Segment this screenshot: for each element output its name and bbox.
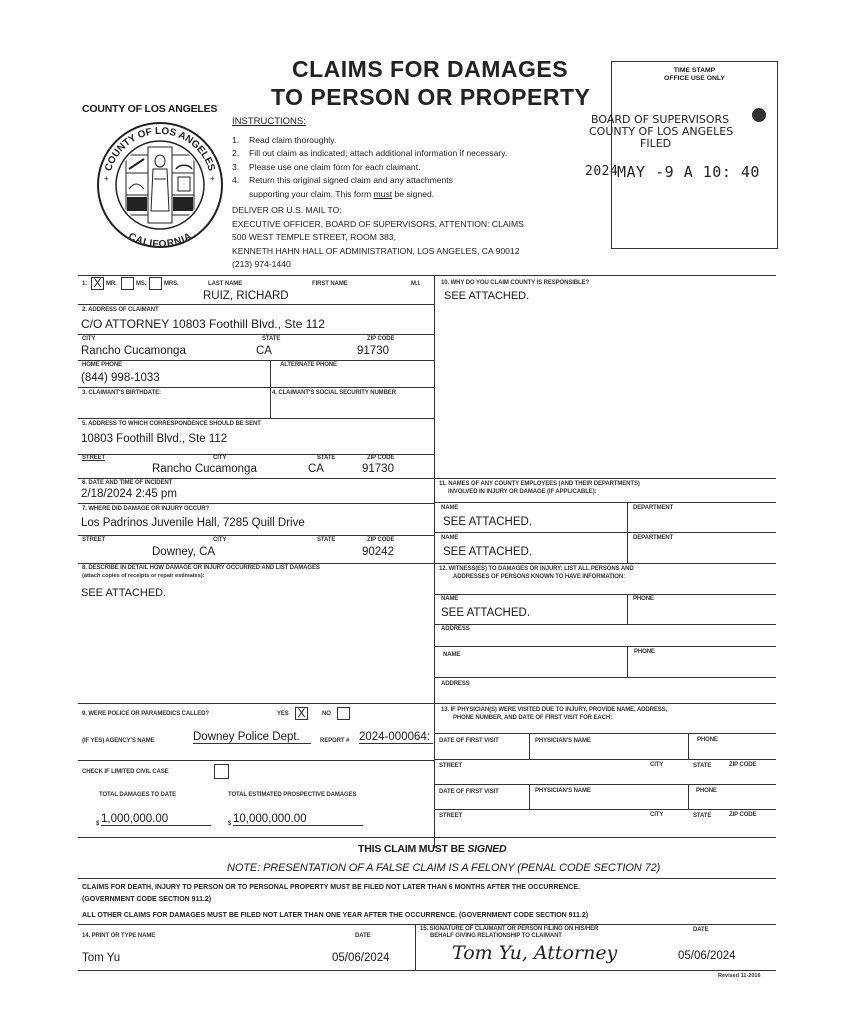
zip-label: ZIP CODE [367,336,395,342]
limited-civil-case-checkbox[interactable] [214,764,229,779]
incident-datetime-label: 6. DATE AND TIME OF INCIDENT [82,480,173,486]
county-seal-logo [96,121,224,249]
mail-address-line: KENNETH HAHN HALL OF ADMINISTRATION, LOS ANGELES, CA 90012 [232,245,520,256]
print-name-field[interactable]: Tom Yu [82,952,121,964]
street-label: STREET [82,455,106,461]
witness-address-label: ADDRESS [441,681,470,687]
section1-number: 1. [82,281,87,287]
witness-phone-label: PHONE [634,649,655,655]
ssn-label: 4. CLAIMANT'S SOCIAL SECURITY NUMBER [272,390,396,396]
must-sign-notice: THIS CLAIM MUST BE SIGNED [358,843,507,855]
six-month-deadline-notice: CLAIMS FOR DEATH, INJURY TO PERSON OR TO PERSONAL PROPERTY MUST BE FILED NOT LATER THAN 6 MONTHS AFTER THE OCCURRENCE. [82,884,580,891]
agency-name-field[interactable]: Downey Police Dept. [193,731,311,744]
first-name-label: FIRST NAME [312,281,348,287]
print-date-field[interactable]: 05/06/2024 [332,952,390,964]
signature-label-cont: BEHALF GIVING RELATIONSHIP TO CLAIMANT [430,933,562,939]
stamp-subheading: OFFICE USE ONLY [664,75,725,82]
currency-symbol: $ [228,821,232,827]
no-label: NO [322,711,331,717]
form-title-line1: CLAIMS FOR DAMAGES [292,56,569,82]
witnesses-label: 12. WITNESS(ES) TO DAMAGES OR INJURY: LIST ALL PERSONS AND [439,566,634,572]
county-responsible-field[interactable]: SEE ATTACHED. [444,290,530,302]
city-label: CITY [82,336,96,342]
witness-phone-label: PHONE [633,596,654,602]
city-label: CITY [213,455,227,461]
physician-label: 13. IF PHYSICIAN(S) WERE VISITED DUE TO INJURY, PROVIDE NAME, ADDRESS, [441,707,668,713]
total-damages-field[interactable]: 1,000,000.00 [101,813,211,826]
physician-name-label: PHYSICIAN'S NAME [535,738,591,744]
instruction-item: 2. Fill out claim as indicated; attach additional information if necessary. [232,148,508,158]
police-no-checkbox[interactable] [337,707,350,720]
total-damages-label: TOTAL DAMAGES TO DATE [99,792,177,798]
mail-address-line: 500 WEST TEMPLE STREET, ROOM 383, [232,232,396,242]
state-label: STATE [317,537,336,543]
employee-name-field[interactable]: SEE ATTACHED. [443,516,533,528]
physician-name-label: PHYSICIAN'S NAME [535,788,591,794]
birthdate-label: 3. CLAIMANT'S BIRTHDATE: [82,390,161,396]
signature-label: 15. SIGNATURE OF CLAIMANT OR PERSON FILING ON HIS/HER [420,926,599,932]
claimant-name-field[interactable]: RUIZ, RICHARD [203,290,289,302]
prospective-damages-field[interactable]: 10,000,000.00 [233,813,363,826]
correspondence-city-field[interactable]: Rancho Cucamonga [152,463,257,475]
incident-location-label: 7. WHERE DID DAMAGE OR INJURY OCCUR? [82,506,210,512]
one-year-deadline-notice: ALL OTHER CLAIMS FOR DAMAGES MUST BE FILED NOT LATER THAN ONE YEAR AFTER THE OCCURRENCE. (GOVERNMENT CODE SECTION 911.2) [82,912,589,919]
deliver-label: DELIVER OR U.S. MAIL TO: [232,205,342,215]
county-name: COUNTY OF LOS ANGELES [82,103,218,115]
signature-date-field[interactable]: 05/06/2024 [678,950,736,962]
instructions-block [232,115,592,272]
seal-text-bottom: CALIFORNIA [126,231,194,249]
county-employees-label-cont: INVOLVED IN INJURY OR DAMAGE (IF APPLICABLE): [448,489,597,495]
svg-text:CALIFORNIA [126,231,194,249]
correspondence-address-label: 5. ADDRESS TO WHICH CORRESPONDENCE SHOULD BE SENT [82,421,261,427]
police-called-label: 9. WERE POLICE OR PARAMEDICS CALLED? [82,711,209,717]
instruction-item: 4. Return this original signed claim and any attachments [232,175,453,185]
state-label: STATE [262,336,281,342]
svg-text:+: + [210,174,215,183]
physician-phone-label: PHONE [697,737,718,743]
alternate-phone-label: ALTERNATE PHONE [280,362,337,368]
correspondence-zip-field[interactable]: 91730 [362,463,394,475]
incident-city-field[interactable]: Downey, CA [152,546,216,558]
physician-city-label: CITY [650,812,664,818]
six-month-deadline-code: (GOVERNMENT CODE SECTION 911.2) [82,896,212,903]
damage-description-field[interactable]: SEE ATTACHED. [81,587,167,599]
limited-civil-case-label: CHECK IF LIMITED CIVIL CASE [82,769,169,775]
incident-datetime-field[interactable]: 2/18/2024 2:45 pm [81,488,177,500]
physician-state-label: STATE [693,763,712,769]
yes-label: YES [277,711,289,717]
currency-symbol: $ [96,821,100,827]
employee-dept-label: DEPARTMENT [633,535,674,541]
witness-name-label: NAME [443,652,461,658]
home-phone-field[interactable]: (844) 998-1033 [81,372,160,384]
physician-zip-label: ZIP CODE [729,812,757,818]
police-yes-checkbox[interactable]: X [295,707,308,720]
filed-stamp-year: 2024 [585,164,619,179]
zip-label: ZIP CODE [367,537,395,543]
false-claim-felony-note: NOTE: PRESENTATION OF A FALSE CLAIM IS A FELONY (PENAL CODE SECTION 72) [227,862,661,874]
zip-label: ZIP CODE [367,455,395,461]
instruction-item: 1. Read claim thoroughly. [232,134,337,145]
first-visit-date-label: DATE OF FIRST VISIT [439,738,499,744]
ms-checkbox[interactable] [121,277,134,290]
mrs-checkbox[interactable] [149,277,162,290]
mr-checkbox[interactable]: X [91,277,104,290]
correspondence-state-field[interactable]: CA [308,463,324,475]
stamp-heading: TIME STAMP [673,67,716,74]
filed-stamp-line2: COUNTY OF LOS ANGELES [589,125,734,138]
physician-street-label: STREET [439,813,463,819]
claimant-city-field[interactable]: Rancho Cucamonga [81,345,186,357]
report-number-field[interactable]: 2024-000064: [359,731,433,744]
mrs-label: MRS. [164,281,179,287]
county-employees-label: 11. NAMES OF ANY COUNTY EMPLOYEES (AND THEIR DEPARTMENTS) [439,481,640,487]
report-number-label: REPORT # [320,738,350,744]
physician-phone-label: PHONE [696,788,717,794]
state-label: STATE [317,455,336,461]
instructions-list [232,134,592,202]
employee-dept-label: DEPARTMENT [633,505,674,511]
damage-description-note: (attach copies of receipts or repair estimates): [82,573,205,579]
employee-name-label: NAME [441,535,459,541]
county-responsible-label: 10. WHY DO YOU CLAIM COUNTY IS RESPONSIBLE? [441,280,590,286]
physician-zip-label: ZIP CODE [729,762,757,768]
mail-phone: (213) 974-1440 [232,259,291,269]
form-title-line2: TO PERSON OR PROPERTY [271,84,591,110]
physician-street-label: STREET [439,763,463,769]
instruction-item-continued: supporting your claim. This form must be signed. [249,188,435,199]
print-name-label: 14. PRINT OR TYPE NAME [82,933,156,939]
mail-address-line: EXECUTIVE OFFICER, BOARD OF SUPERVISORS, ATTENTION: CLAIMS [232,218,524,229]
stamp-seal-icon [752,108,766,122]
physician-city-label: CITY [650,762,664,768]
incident-zip-field[interactable]: 90242 [362,546,394,558]
agency-name-label: (IF YES) AGENCY'S NAME [82,738,155,744]
last-name-label: LAST NAME [208,281,243,287]
mr-label: MR. [106,281,117,287]
claimant-zip-field[interactable]: 91730 [357,345,389,357]
alternate-phone-field[interactable] [275,372,430,386]
claimant-address-field[interactable]: C/O ATTORNEY 10803 Foothill Blvd., Ste 112 [81,317,325,331]
signature-date-label: DATE [693,927,709,933]
revision-date: Revised 11-2016 [718,973,761,979]
filed-stamp-datetime: MAY -9 A 10: 40 [617,163,760,181]
filed-stamp-line1: BOARD OF SUPERVISORS [591,113,730,126]
instruction-item: 3. Please use one claim form for each claimant. [232,161,421,172]
filed-stamp-line3: FILED [640,137,672,150]
first-visit-date-label: DATE OF FIRST VISIT [439,789,499,795]
witness-name-field[interactable]: SEE ATTACHED. [441,607,531,619]
witness-name-label: NAME [441,596,459,602]
instructions-heading: INSTRUCTIONS: [232,116,306,127]
time-stamp-box [611,61,778,249]
ssn-field[interactable] [275,399,430,416]
seal-text-top: COUNTY OF LOS ANGELES [103,125,217,173]
ms-label: MS. [136,281,147,287]
home-phone-label: HOME PHONE [82,362,123,368]
physician-state-label: STATE [693,813,712,819]
city-label: CITY [213,537,227,543]
damage-description-label: 8. DESCRIBE IN DETAIL HOW DAMAGE OR INJURY OCCURRED AND LIST DAMAGES [82,565,320,571]
claimant-state-field[interactable]: CA [256,345,272,357]
mi-label: M.I. [411,281,421,287]
street-label: STREET [82,537,106,543]
print-date-label: DATE [355,933,371,939]
witness-address-label: ADDRESS [441,626,470,632]
witnesses-label-cont: ADDRESSES OF PERSONS KNOWN TO HAVE INFORMATION: [453,574,625,580]
prospective-damages-label: TOTAL ESTIMATED PROSPECTIVE DAMAGES [228,792,357,798]
employee-name-field[interactable]: SEE ATTACHED. [443,546,533,558]
claimant-signature[interactable]: Tom Yu, Attorney [452,942,618,964]
birthdate-field[interactable] [82,399,267,416]
correspondence-street-field[interactable]: 10803 Foothill Blvd., Ste 112 [81,433,228,445]
physician-label-cont: PHONE NUMBER, AND DATE OF FIRST VISIT FOR EACH: [453,715,612,721]
incident-location-field[interactable]: Los Padrinos Juvenile Hall, 7285 Quill Drive [81,517,305,529]
claimant-address-label: 2. ADDRESS OF CLAIMANT [82,307,159,313]
employee-name-label: NAME [441,505,459,511]
svg-text:+: + [104,174,109,183]
